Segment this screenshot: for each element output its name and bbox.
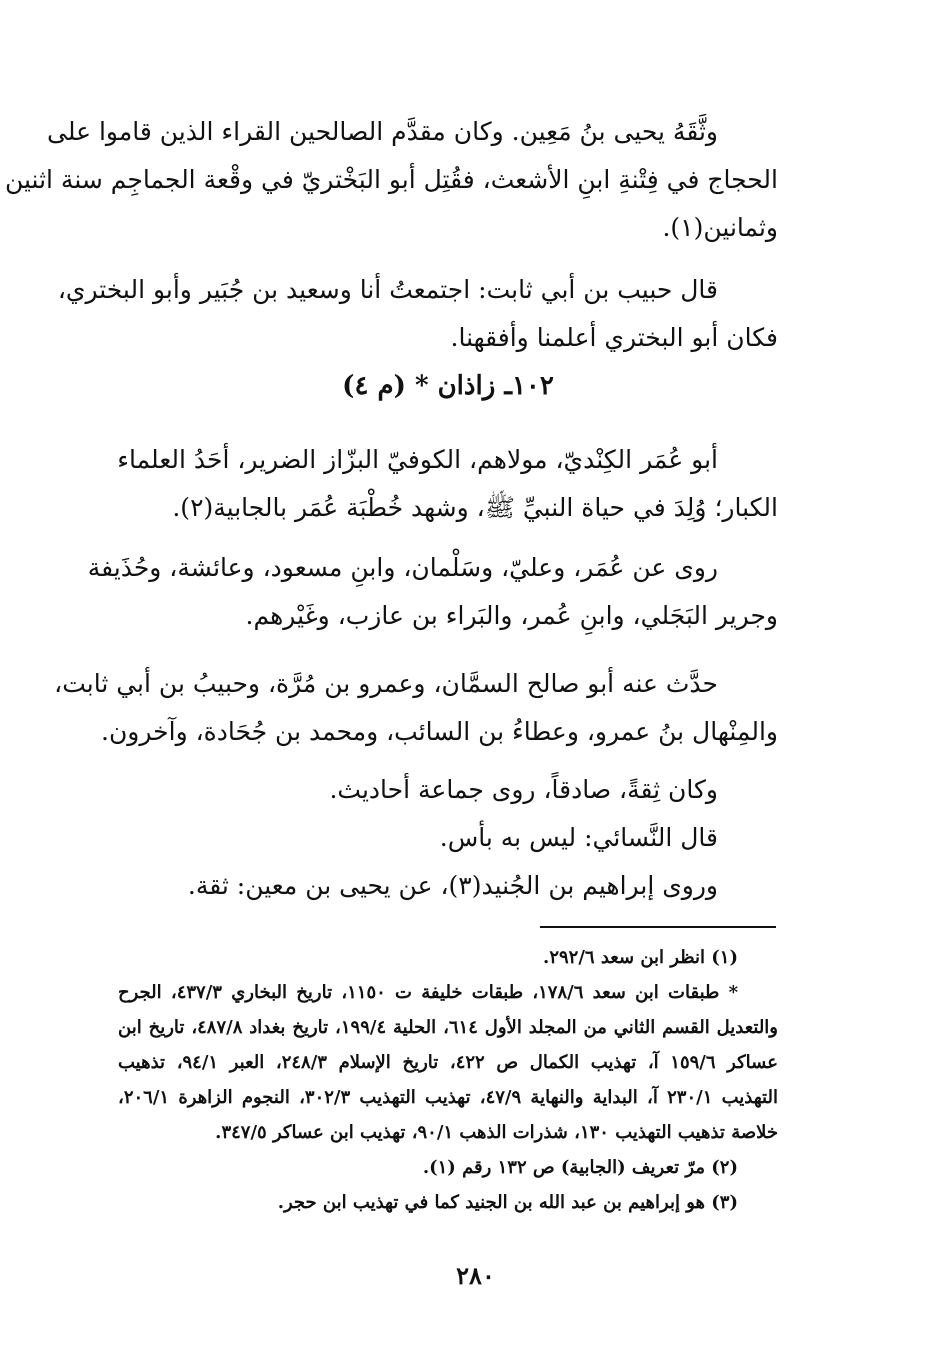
text-line: قال حبيب بن أبي ثابت: اجتمعتُ أنا وسعيد بن جُبَير وأبو البختري،	[57, 275, 718, 304]
text-line: الحجاج في فِتْنةِ ابنِ الأشعث، فقُتِل أبو البَخْتريّ في وقْعة الجماجِم سنة اثنين	[4, 165, 778, 194]
footnote-2	[118, 1150, 778, 1185]
paragraph-8	[118, 862, 778, 910]
page-number: ٢٨٠	[456, 1261, 495, 1290]
text-line: وثَّقَهُ يحيى بنُ مَعِين. وكان مقدَّم الصالحين القراء الذين قاموا على	[47, 117, 718, 146]
footnote-line: * طبقات ابن سعد ١٧٨/٦، طبقات خليفة ت ١١٥٠، تاريخ البخاري ٤٣٧/٣، الجرح	[118, 982, 738, 1003]
footnote-line: (٢) مرّ تعريف (الجابية) ص ١٣٢ رقم (١).	[422, 1157, 738, 1178]
paragraph-4	[87, 544, 778, 640]
entry-heading: ١٠٢ـ زاذان * (م ٤)	[342, 371, 554, 401]
footnote-line: خلاصة تذهيب التهذيب ١٣٠، شذرات الذهب ٩٠/١، تهذيب ابن عساكر ٣٤٧/٥.	[215, 1122, 778, 1143]
footnote-line: التهذيب ٢٣٠/١ آ، البداية والنهاية ٤٧/٩، تهذيب التهذيب ٣٠٢/٣، النجوم الزاهرة ٢٠٦/١،	[118, 1087, 778, 1108]
paragraph-3	[118, 436, 778, 532]
text-line: والمِنْهال بنُ عمرو، وعطاءُ بن السائب، ومحمد بن جُحَادة، وآخرون.	[101, 717, 778, 746]
footnote-separator	[540, 926, 776, 928]
footnote-line: والتعديل القسم الثاني من المجلد الأول ٦١٤، الحلية ١٩٩/٤، تاريخ بغداد ٤٨٧/٨، تاريخ ابن	[118, 1017, 778, 1038]
paragraph-7	[118, 814, 778, 862]
text-line: أبو عُمَر الكِنْديّ، مولاهم، الكوفيّ البزّاز الضرير، أحَدُ العلماء	[117, 445, 718, 474]
paragraph-6	[118, 766, 778, 814]
text-line: وثمانين(١).	[662, 213, 778, 242]
text-line: قال النَّسائي: ليس به بأس.	[439, 823, 718, 852]
text-line: وروى إبراهيم بن الجُنيد(٣)، عن يحيى بن معين: ثقة.	[187, 871, 718, 900]
footnote-3	[118, 1185, 778, 1220]
footnotes	[118, 940, 778, 1220]
text-line: روى عن عُمَر، وعليّ، وسَلْمان، وابنِ مسعود، وعائشة، وحُذَيفة	[87, 553, 718, 582]
text-line: وجرير البَجَلي، وابنِ عُمر، والبَراء بن عازب، وغَيْرهم.	[245, 601, 778, 630]
footnote-line: عساكر ١٥٩/٦ آ، تهذيب الكمال ص ٤٢٢، تاريخ الإسلام ٢٤٨/٣، العبر ٩٤/١، تذهيب	[118, 1052, 778, 1073]
text-line: الكبار؛ وُلِدَ في حياة النبيِّ ﷺ، وشهد خُطْبَة عُمَر بالجابية(٢).	[172, 493, 778, 522]
footnote-line: (١) انظر ابن سعد ٢٩٢/٦.	[543, 947, 738, 968]
text-line: فكان أبو البختري أعلمنا وأفقهنا.	[450, 323, 778, 352]
footnote-line: (٣) هو إبراهيم بن عبد الله بن الجنيد كما في تهذيب ابن حجر.	[277, 1192, 738, 1213]
text-line: حدَّث عنه أبو صالح السمَّان، وعمرو بن مُرَّة، وحبيبُ بن أبي ثابت،	[54, 669, 718, 698]
paragraph-1	[4, 108, 778, 252]
text-line: وكان ثِقةً، صادقاً، روى جماعة أحاديث.	[329, 775, 718, 804]
footnote-1	[118, 940, 778, 975]
paragraph-2	[57, 266, 778, 362]
paragraph-5	[54, 660, 778, 756]
footnote-sources	[118, 975, 778, 1150]
